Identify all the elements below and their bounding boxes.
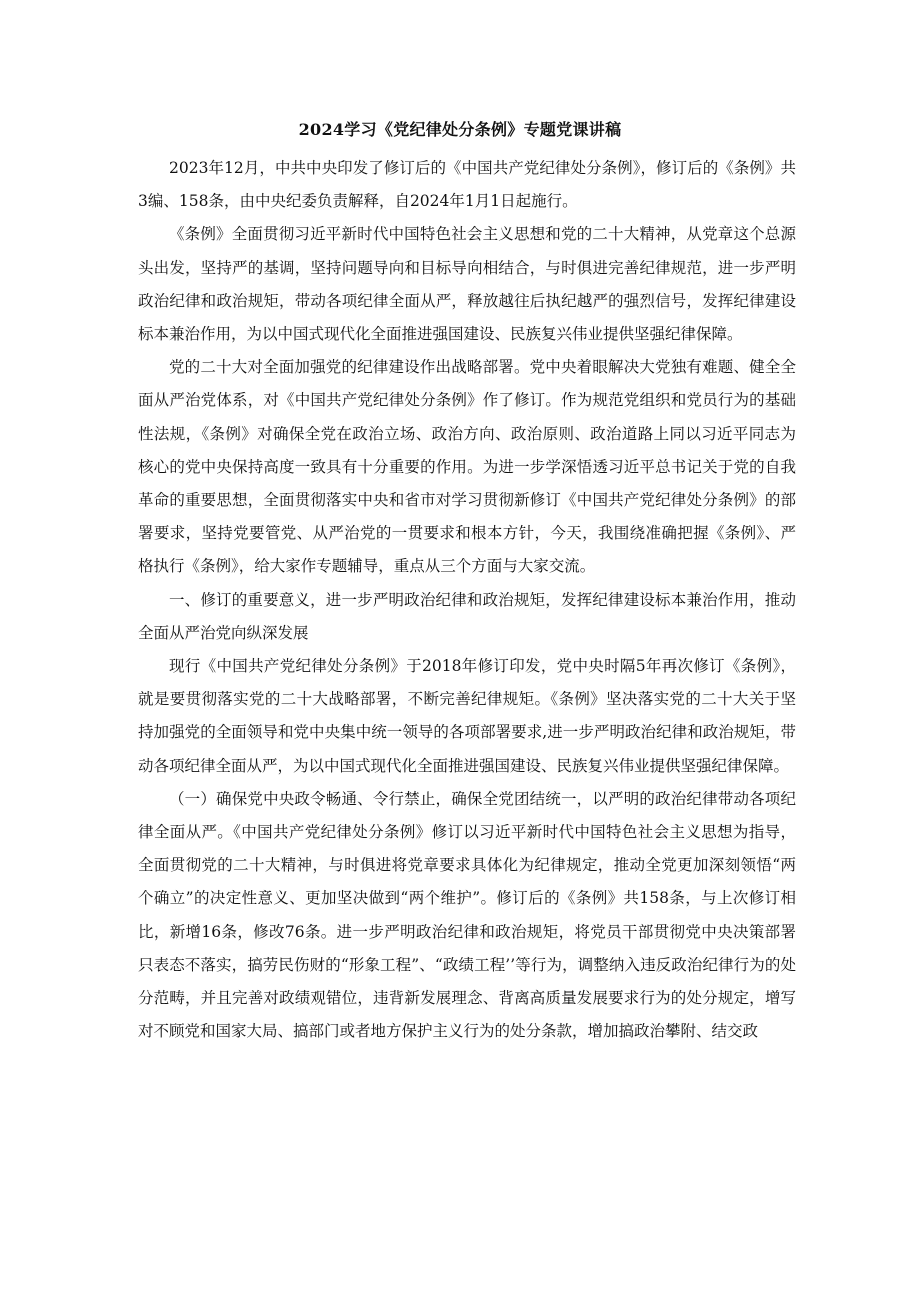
paragraph-overview: 《条例》全面贯彻习近平新时代中国特色社会主义思想和党的二十大精神，从党章这个总源头出发，坚持严的基调，坚持问题导向和目标导向相结合，与时俱进完善纪律规范，进一步严明政治纪律和政治规矩，带动各项纪律全面从严，释放越往后执纪越严的强烈信号，发挥纪律建设标本兼治作用，为以中国式现代化全面推进强国建设、民族复兴伟业提供坚强纪律保障。: [138, 225, 796, 344]
document-body: [138, 152, 796, 1048]
section-heading-1: 一、修订的重要意义，进一步严明政治纪律和政治规矩，发挥纪律建设标本兼治作用，推动全面从严治党向纵深发展: [138, 590, 796, 642]
paragraph-intro: 2023年12月，中共中央印发了修订后的《中国共产党纪律处分条例》，修订后的《条例》共3编、158条，由中央纪委负责解释，自2024年1月1日起施行。: [138, 159, 796, 211]
paragraph-background: 党的二十大对全面加强党的纪律建设作出战略部署。党中央着眼解决大党独有难题、健全全面从严治党体系，对《中国共产党纪律处分条例》作了修订。作为规范党组织和党员行为的基础性法规，《条例》对确保全党在政治立场、政治方向、政治原则、政治道路上同以习近平同志为核心的党中央保持高度一致具有十分重要的作用。为进一步学深悟透习近平总书记关于党的自我革命的重要思想，全面贯彻落实中央和省市对学习贯彻新修订《中国共产党纪律处分条例》的部署要求，坚持党要管党、从严治党的一贯要求和根本方针，今天，我围绕准确把握《条例》、严格执行《条例》，给大家作专题辅导，重点从三个方面与大家交流。: [138, 358, 796, 576]
paragraph-subsection-1: （一）确保党中央政令畅通、令行禁止，确保全党团结统一，以严明的政治纪律带动各项纪律全面从严。《中国共产党纪律处分条例》修订以习近平新时代中国特色社会主义思想为指导，全面贯彻党的二十大精神，与时俱进将党章要求具体化为纪律规定，推动全党更加深刻领悟“两个确立”的决定性意义、更加坚决做到“两个维护”。修订后的《条例》共158条，与上次修订相比，新增16条，修改76条。进一步严明政治纪律和政治规矩，将党员干部贯彻党中央决策部署只表态不落实，搞劳民伤财的“形象工程”、“政绩工程’’等行为，调整纳入违反政治纪律行为的处分范畴，并且完善对政绩观错位，违背新发展理念、背离高质量发展要求行为的处分规定，增写对不顾党和国家大局、搞部门或者地方保护主义行为的处分条款，增加搞政治攀附、结交政: [138, 789, 796, 1041]
paragraph-revision: 现行《中国共产党纪律处分条例》于2018年修订印发，党中央时隔5年再次修订《条例》，就是要贯彻落实党的二十大战略部署，不断完善纪律规矩。《条例》坚决落实党的二十大关于坚持加强党的全面领导和党中央集中统一领导的各项部署要求,进一步严明政治纪律和政治规矩，带动各项纪律全面从严，为以中国式现代化全面推进强国建设、民族复兴伟业提供坚强纪律保障。: [138, 657, 796, 775]
document-title: 2024学习《党纪律处分条例》专题党课讲稿: [298, 120, 622, 139]
